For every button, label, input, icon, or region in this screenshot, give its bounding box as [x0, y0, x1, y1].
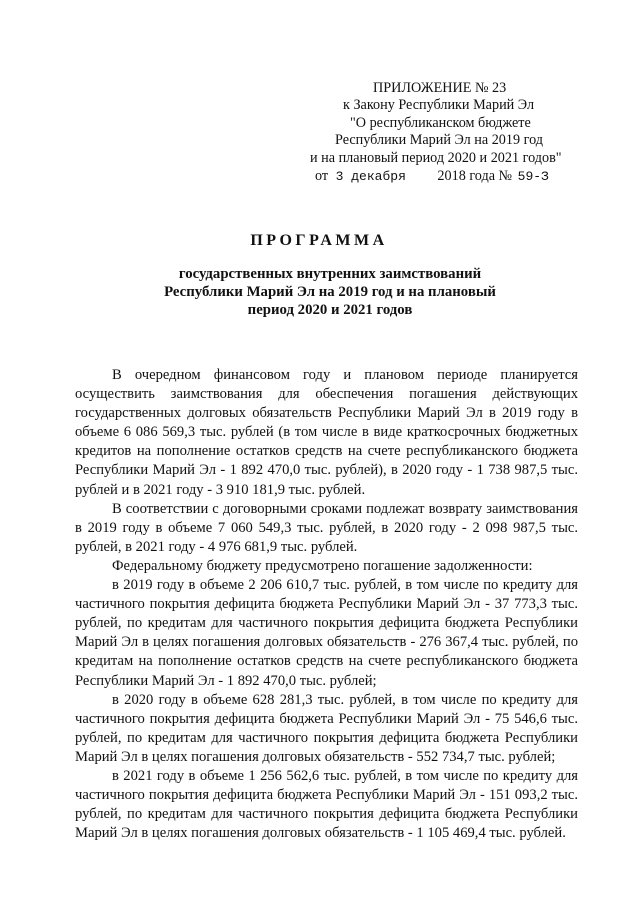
paragraph-federal-budget: Федеральному бюджету предусмотрено погашение задолженности:: [112, 557, 533, 574]
law-title-line-1: "О республиканском бюджете: [350, 115, 531, 131]
date-prefix: от: [315, 168, 329, 184]
law-reference-line: к Закону Республики Марий Эл: [343, 97, 535, 113]
paragraph-2019: в 2019 году в объеме 2 206 610,7 тыс. рублей, в том числе по кредиту для частичного покрытия дефицита бюджета Республики Марий Эл - 37 773,3 тыс. рублей, по кредитам для частичного покрытия дефицита бюджета Республики Марий Эл в целях погашения долговых обязательств - 276 367,4 тыс. рублей, по кредитам на пополнение остатков средств на счете республиканского бюджета Республики Марий Эл - 1 892 470,0 тыс. рублей;: [75, 577, 578, 689]
paragraph-repayment: В соответствии с договорными сроками подлежат возврату заимствования в 2019 году в объеме 7 060 549,3 тыс. рублей, в 2020 году - 2 098 987,5 тыс. рублей, в 2021 году - 4 976 681,9 тыс. рублей.: [75, 500, 578, 555]
appendix-label: ПРИЛОЖЕНИЕ № 23: [373, 80, 507, 96]
doc-number: 59-З: [517, 169, 549, 184]
page-subtitle: государственных внутренних заимствований Республики Марий Эл на 2019 год и на плановый период 2020 и 2021 годов: [164, 266, 496, 318]
date-day-month: 3 декабря: [335, 169, 406, 184]
paragraph-2020: в 2020 году в объеме 628 281,3 тыс. рублей, в том числе по кредиту для частичного покрытия дефицита бюджета Республики Марий Эл - 75 546,6 тыс. рублей, по кредитам для частичного покрытия дефицита бюджета Республики Марий Эл в целях погашения долговых обязательств - 552 734,7 тыс. рублей;: [75, 691, 578, 765]
document-body: [75, 366, 578, 843]
law-title-line-3: и на плановый период 2020 и 2021 годов": [310, 150, 562, 166]
law-date-line: [315, 168, 549, 186]
paragraph-2021: в 2021 году в объеме 1 256 562,6 тыс. рублей, в том числе по кредиту для частичного покрытия дефицита бюджета Республики Марий Эл - 151 093,2 тыс. рублей, по кредитам для частичного покрытия дефицита бюджета Республики Марий Эл в целях погашения долговых обязательств - 1 105 469,4 тыс. рублей.: [75, 767, 578, 842]
law-title-line-2: Республики Марий Эл на 2019 год: [335, 132, 543, 148]
date-year-label: 2018 года №: [437, 168, 513, 184]
paragraph-borrowings: В очередном финансовом году и плановом периоде планируется осуществить заимствования для обеспечения погашения действующих государственных долговых обязательств Республики Марий Эл в 2019 году в объеме 6 086 569,3 тыс. рублей (в том числе в виде краткосрочных бюджетных кредитов на пополнение остатков средств на счете республиканского бюджета Республики Марий Эл - 1 892 470,0 тыс. рублей), в 2020 году - 1 738 987,5 тыс. рублей и в 2021 году - 3 910 181,9 тыс. рублей.: [75, 367, 578, 498]
page-title: ПРОГРАММА: [250, 232, 388, 249]
